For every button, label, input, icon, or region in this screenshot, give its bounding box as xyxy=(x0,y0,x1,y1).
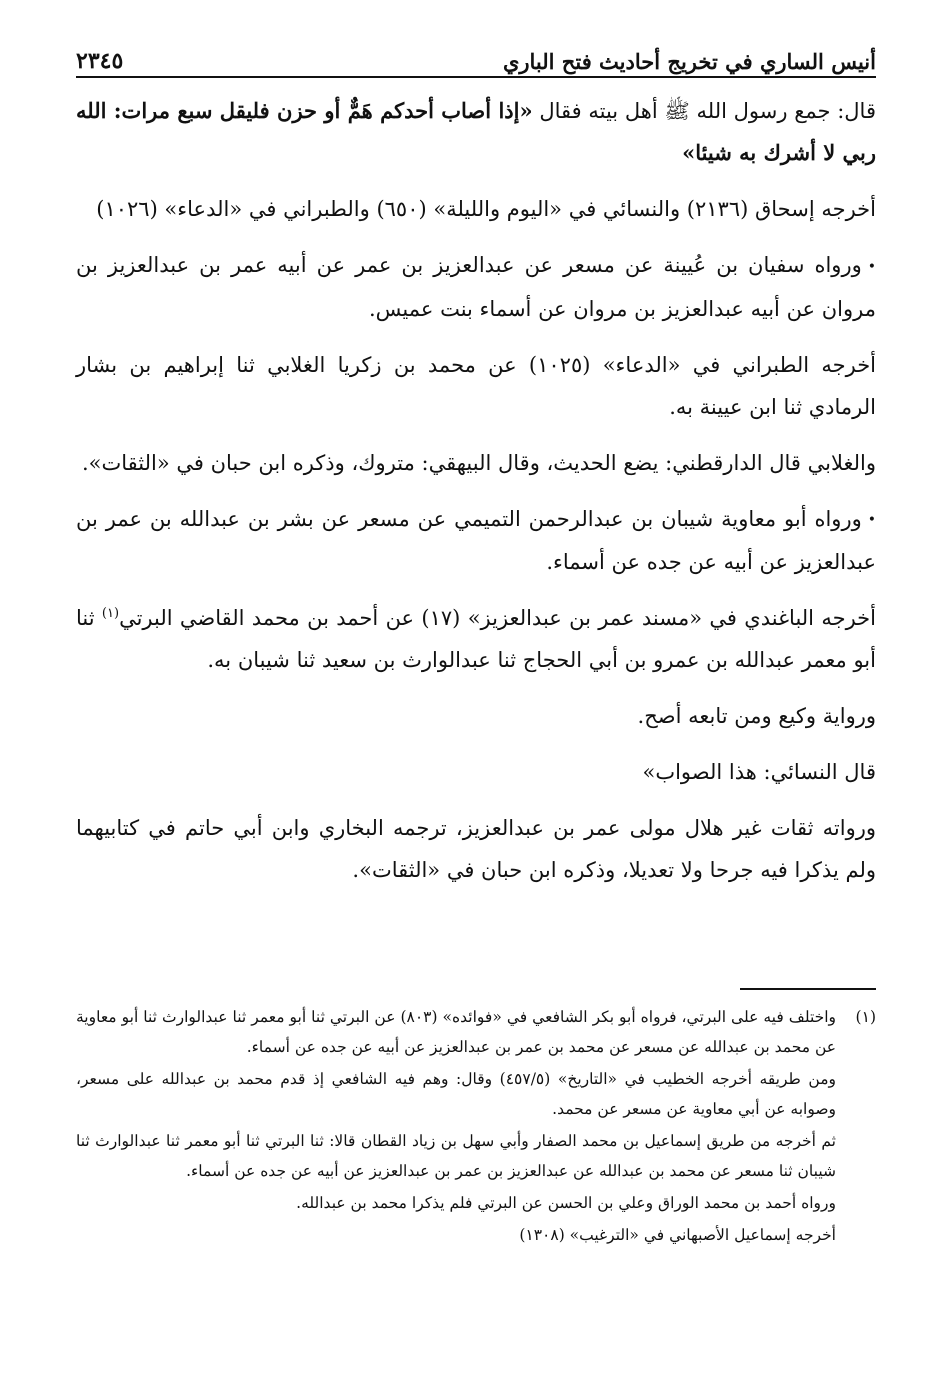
footnote-line: واختلف فيه على البرتي، فرواه أبو بكر الشافعي في «فوائده» (٨٠٣) عن البرتي ثنا أبو معمر ثنا عبدالوارث ثنا أبو معاوية عن محمد بن عبدالله عن مسعر عن محمد بن عمر بن عبدالعزيز عن أبيه عن جده عن أسماء. xyxy=(76,1008,837,1056)
paragraph-text: والغلابي قال الدارقطني: يضع الحديث، وقال البيهقي: متروك، وذكره ابن حبان في «الثقات». xyxy=(81,450,876,475)
footnotes xyxy=(76,1002,876,1252)
paragraph-text: أخرجه الباغندي في «مسند عمر بن عبدالعزيز» (١٧) عن أحمد بن محمد القاضي البرتي xyxy=(119,606,876,630)
paragraph xyxy=(76,597,876,681)
paragraph xyxy=(76,90,876,174)
paragraph xyxy=(76,751,876,793)
footnote-line: ورواه أحمد بن محمد الوراق وعلي بن الحسن عن البرتي فلم يذكرا محمد بن عبدالله. xyxy=(296,1194,836,1212)
paragraph-text: ثنا أبو معمر عبدالله بن عمرو بن أبي الحجاج ثنا عبدالوارث بن سعيد ثنا شيبان به. xyxy=(76,606,876,672)
running-head-title: أنيس الساري في تخريج أحاديث فتح الباري xyxy=(502,49,876,74)
paragraph xyxy=(76,498,876,584)
paragraph-text: قال: جمع رسول الله ﷺ أهل بيته فقال xyxy=(532,99,876,123)
footnote-line: ثم أخرجه من طريق إسماعيل بن محمد الصفار وأبي سهل بن زياد القطان قالا: ثنا البرتي ثنا أبو معمر ثنا عبدالوارث ثنا شيبان ثنا مسعر عن محمد بن عبدالله عن عبدالعزيز بن عمر بن عبدالعزيز عن أبيه عن جده عن أسماء. xyxy=(76,1132,836,1180)
page-number: ٢٣٤٥ xyxy=(76,48,124,74)
paragraph-text: ورواية وكيع ومن تابعه أصح. xyxy=(637,704,876,728)
paragraph-text: قال النسائي: هذا الصواب» xyxy=(642,760,876,784)
paragraph-text: ورواه أبو معاوية شيبان بن عبدالرحمن التميمي عن مسعر عن بشر بن عبدالله بن عمر بن عبدالعزيز عن أبيه عن جده عن أسماء. xyxy=(76,506,876,574)
paragraph-text: ورواته ثقات غير هلال مولى عمر بن عبدالعزيز، ترجمه البخاري وابن أبي حاتم في كتابيهما ولم يذكرا فيه جرحا ولا تعديلا، وذكره ابن حبان في «الثقات». xyxy=(76,816,876,882)
book-page xyxy=(76,40,876,1360)
footnote-reference[interactable]: (١) xyxy=(101,606,120,621)
running-head xyxy=(76,40,876,78)
footnote-line: ومن طريقه أخرجه الخطيب في «التاريخ» (٤٥٧/٥) وقال: وهم فيه الشافعي إذ قدم محمد بن عبدالله على مسعر، وصوابه عن أبي معاوية عن مسعر عن محمد. xyxy=(76,1070,836,1118)
hadith-text: «إذا أصاب أحدكم هَمٌّ أو حزن فليقل سبع مرات: الله ربي لا أشرك به شيئا» xyxy=(76,98,876,165)
paragraph-text: أخرجه الطبراني في «الدعاء» (١٠٢٥) عن محمد بن زكريا الغلابي ثنا إبراهيم بن بشار الرمادي ثنا ابن عيينة به. xyxy=(76,352,877,419)
paragraph xyxy=(76,442,876,484)
paragraph xyxy=(76,188,876,230)
footnote-body xyxy=(76,1002,836,1252)
footnote-number: (١) xyxy=(855,1008,876,1026)
paragraph-text: ورواه سفيان بن عُيينة عن مسعر عن عبدالعزيز بن عمر عن أبيه عمر بن عبدالعزيز بن مروان عن أبيه عبدالعزيز بن مروان عن أسماء بنت عميس. xyxy=(76,253,876,321)
paragraph-text: أخرجه إسحاق (٢١٣٦) والنسائي في «اليوم والليلة» (٦٥٠) والطبراني في «الدعاء» (١٠٢٦) xyxy=(96,197,876,221)
footnote-divider xyxy=(740,988,876,990)
footnote xyxy=(76,1002,876,1252)
footnote-line: أخرجه إسماعيل الأصبهاني في «الترغيب» (١٣٠٨) xyxy=(519,1226,836,1244)
bullet-icon: • xyxy=(867,258,876,275)
paragraph xyxy=(76,807,876,891)
paragraph xyxy=(76,695,876,737)
bullet-icon: • xyxy=(867,512,876,528)
paragraph xyxy=(76,244,876,330)
paragraph xyxy=(76,344,876,428)
main-text xyxy=(76,90,876,891)
